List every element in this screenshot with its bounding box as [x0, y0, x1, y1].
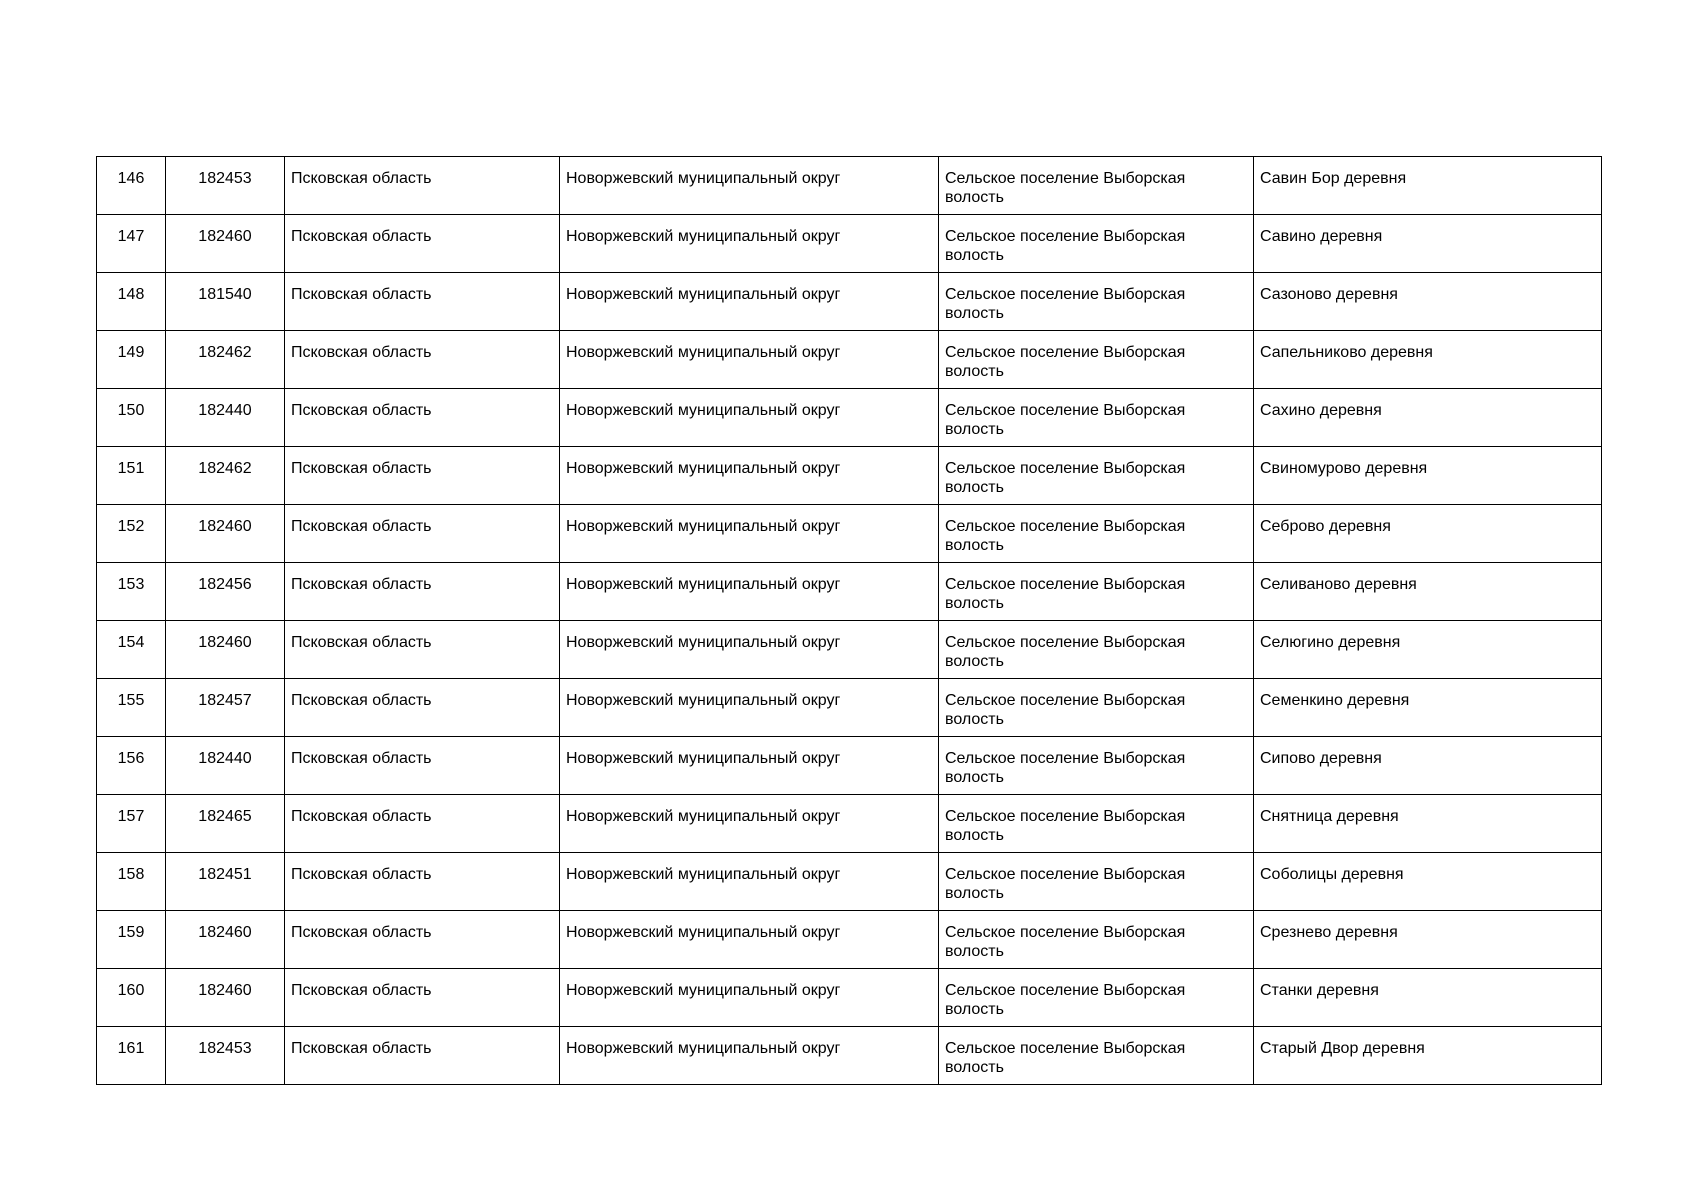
postal-code: 182453 [166, 157, 285, 215]
locality: Сапельниково деревня [1254, 331, 1602, 389]
district: Новоржевский муниципальный округ [560, 157, 939, 215]
row-number: 157 [97, 795, 166, 853]
region: Псковская область [285, 911, 560, 969]
region: Псковская область [285, 447, 560, 505]
postal-code: 182462 [166, 331, 285, 389]
locality: Соболицы деревня [1254, 853, 1602, 911]
table-row [97, 505, 1602, 563]
region: Псковская область [285, 679, 560, 737]
region: Псковская область [285, 331, 560, 389]
district: Новоржевский муниципальный округ [560, 447, 939, 505]
district: Новоржевский муниципальный округ [560, 737, 939, 795]
row-number: 150 [97, 389, 166, 447]
table-row [97, 1027, 1602, 1085]
district: Новоржевский муниципальный округ [560, 563, 939, 621]
district: Новоржевский муниципальный округ [560, 795, 939, 853]
settlement: Сельское поселение Выборская волость [939, 969, 1254, 1027]
locality: Старый Двор деревня [1254, 1027, 1602, 1085]
row-number: 153 [97, 563, 166, 621]
region: Псковская область [285, 969, 560, 1027]
table-row [97, 911, 1602, 969]
locality: Семенкино деревня [1254, 679, 1602, 737]
table-body [97, 157, 1602, 1085]
postal-code: 182460 [166, 215, 285, 273]
row-number: 152 [97, 505, 166, 563]
address-registry-table [96, 156, 1602, 1085]
settlement: Сельское поселение Выборская волость [939, 1027, 1254, 1085]
table-row [97, 447, 1602, 505]
district: Новоржевский муниципальный округ [560, 911, 939, 969]
district: Новоржевский муниципальный округ [560, 853, 939, 911]
row-number: 146 [97, 157, 166, 215]
settlement: Сельское поселение Выборская волость [939, 737, 1254, 795]
locality: Сипово деревня [1254, 737, 1602, 795]
locality: Станки деревня [1254, 969, 1602, 1027]
row-number: 158 [97, 853, 166, 911]
postal-code: 182456 [166, 563, 285, 621]
locality: Сазоново деревня [1254, 273, 1602, 331]
row-number: 148 [97, 273, 166, 331]
postal-code: 182460 [166, 911, 285, 969]
row-number: 160 [97, 969, 166, 1027]
district: Новоржевский муниципальный округ [560, 273, 939, 331]
settlement: Сельское поселение Выборская волость [939, 563, 1254, 621]
postal-code: 182453 [166, 1027, 285, 1085]
table-row [97, 795, 1602, 853]
settlement: Сельское поселение Выборская волость [939, 505, 1254, 563]
table-row [97, 331, 1602, 389]
locality: Срезнево деревня [1254, 911, 1602, 969]
settlement: Сельское поселение Выборская волость [939, 273, 1254, 331]
settlement: Сельское поселение Выборская волость [939, 911, 1254, 969]
settlement: Сельское поселение Выборская волость [939, 853, 1254, 911]
table-row [97, 563, 1602, 621]
postal-code: 182440 [166, 389, 285, 447]
district: Новоржевский муниципальный округ [560, 505, 939, 563]
postal-code: 182460 [166, 621, 285, 679]
locality: Селиваново деревня [1254, 563, 1602, 621]
region: Псковская область [285, 273, 560, 331]
locality: Савин Бор деревня [1254, 157, 1602, 215]
settlement: Сельское поселение Выборская волость [939, 795, 1254, 853]
settlement: Сельское поселение Выборская волость [939, 621, 1254, 679]
settlement: Сельское поселение Выборская волость [939, 389, 1254, 447]
table-row [97, 737, 1602, 795]
district: Новоржевский муниципальный округ [560, 621, 939, 679]
table-row [97, 215, 1602, 273]
district: Новоржевский муниципальный округ [560, 331, 939, 389]
district: Новоржевский муниципальный округ [560, 1027, 939, 1085]
region: Псковская область [285, 621, 560, 679]
row-number: 154 [97, 621, 166, 679]
table-row [97, 621, 1602, 679]
row-number: 147 [97, 215, 166, 273]
locality: Себрово деревня [1254, 505, 1602, 563]
table-row [97, 273, 1602, 331]
settlement: Сельское поселение Выборская волость [939, 447, 1254, 505]
region: Псковская область [285, 389, 560, 447]
region: Псковская область [285, 795, 560, 853]
district: Новоржевский муниципальный округ [560, 679, 939, 737]
locality: Савино деревня [1254, 215, 1602, 273]
postal-code: 182451 [166, 853, 285, 911]
locality: Снятница деревня [1254, 795, 1602, 853]
locality: Селюгино деревня [1254, 621, 1602, 679]
region: Псковская область [285, 505, 560, 563]
district: Новоржевский муниципальный округ [560, 389, 939, 447]
row-number: 155 [97, 679, 166, 737]
region: Псковская область [285, 563, 560, 621]
postal-code: 182462 [166, 447, 285, 505]
region: Псковская область [285, 737, 560, 795]
table-row [97, 853, 1602, 911]
settlement: Сельское поселение Выборская волость [939, 331, 1254, 389]
settlement: Сельское поселение Выборская волость [939, 679, 1254, 737]
table-row [97, 969, 1602, 1027]
locality: Свиномурово деревня [1254, 447, 1602, 505]
district: Новоржевский муниципальный округ [560, 215, 939, 273]
row-number: 149 [97, 331, 166, 389]
postal-code: 182440 [166, 737, 285, 795]
table-row [97, 157, 1602, 215]
locality: Сахино деревня [1254, 389, 1602, 447]
row-number: 161 [97, 1027, 166, 1085]
row-number: 151 [97, 447, 166, 505]
postal-code: 182460 [166, 505, 285, 563]
postal-code: 182465 [166, 795, 285, 853]
postal-code: 182460 [166, 969, 285, 1027]
row-number: 156 [97, 737, 166, 795]
district: Новоржевский муниципальный округ [560, 969, 939, 1027]
region: Псковская область [285, 853, 560, 911]
postal-code: 181540 [166, 273, 285, 331]
region: Псковская область [285, 1027, 560, 1085]
settlement: Сельское поселение Выборская волость [939, 215, 1254, 273]
postal-code: 182457 [166, 679, 285, 737]
settlement: Сельское поселение Выборская волость [939, 157, 1254, 215]
table-row [97, 389, 1602, 447]
row-number: 159 [97, 911, 166, 969]
region: Псковская область [285, 215, 560, 273]
table-row [97, 679, 1602, 737]
region: Псковская область [285, 157, 560, 215]
